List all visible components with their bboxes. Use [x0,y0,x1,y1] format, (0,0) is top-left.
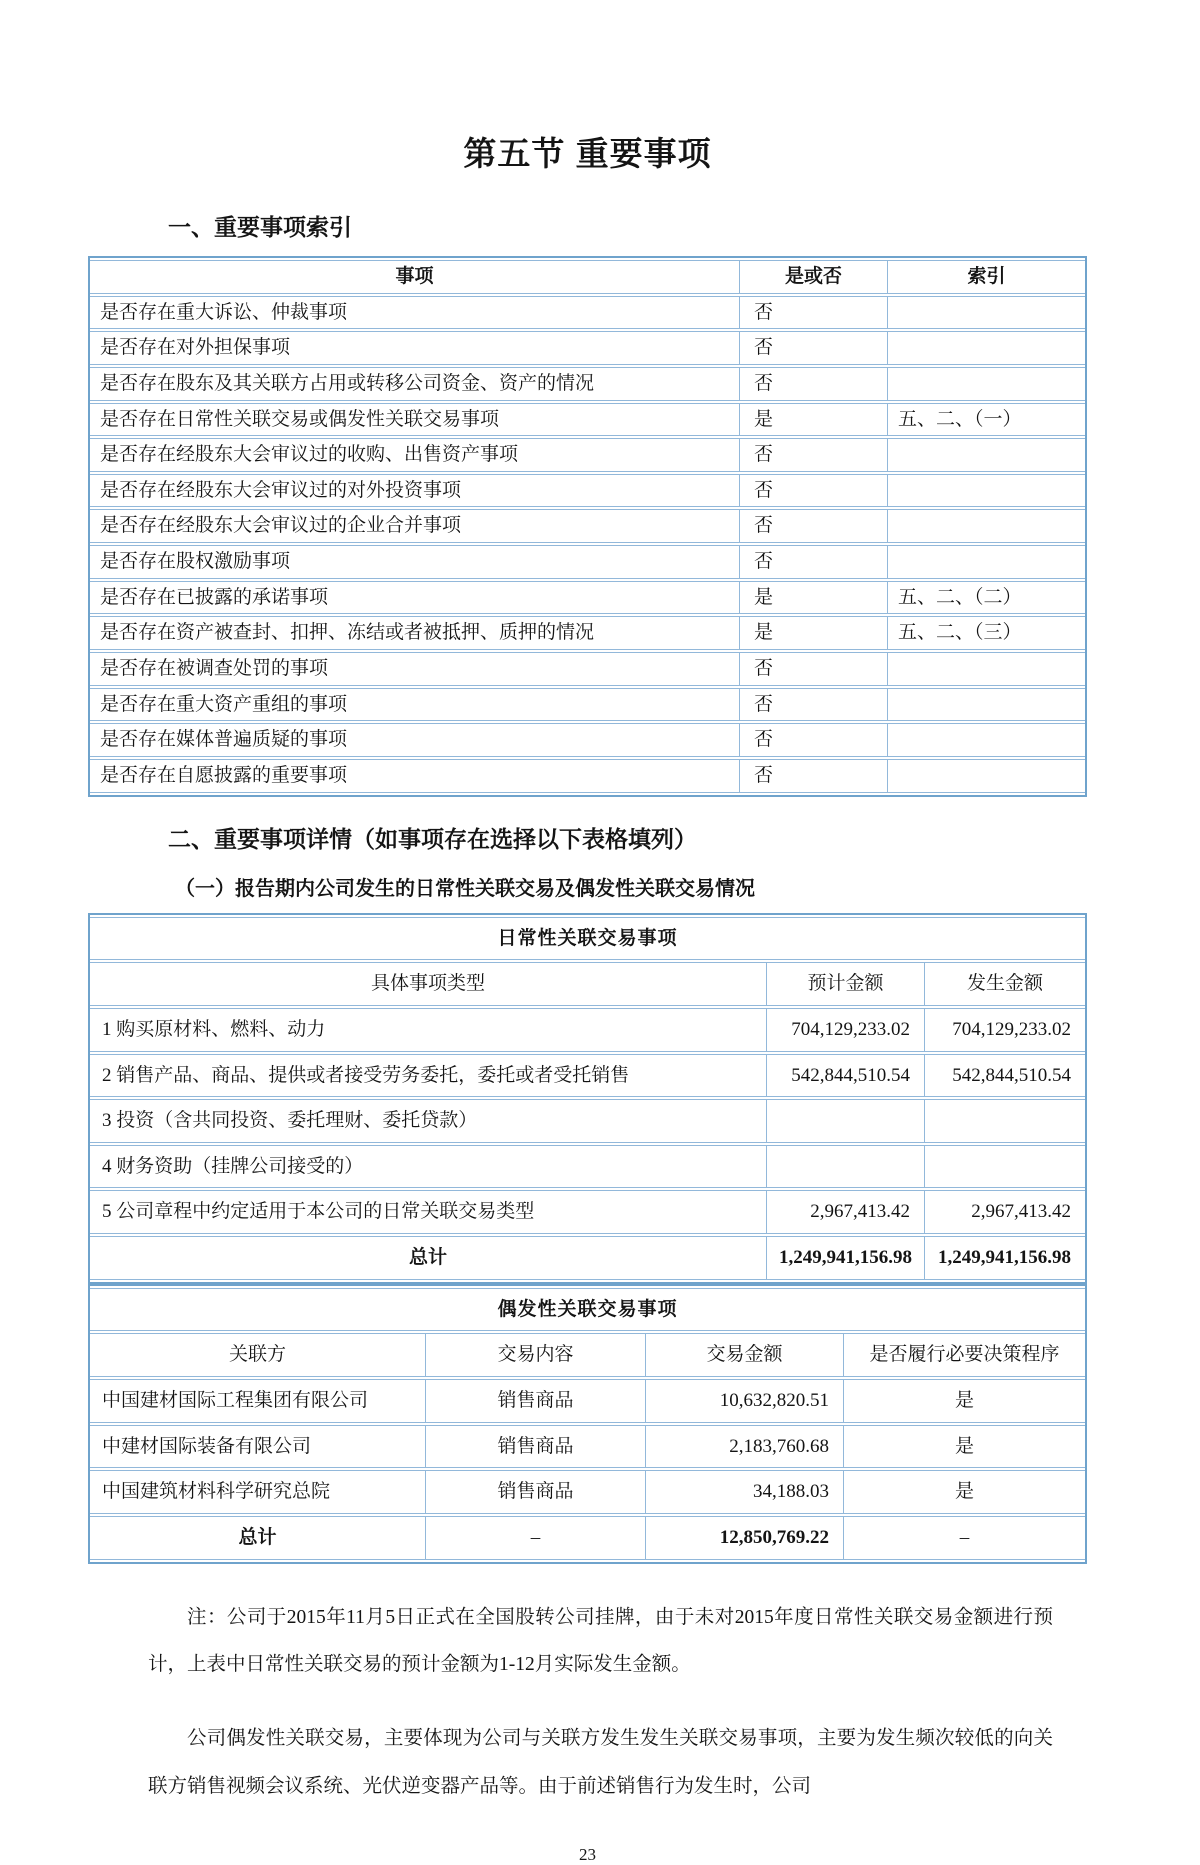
expected-amount-cell [767,1099,925,1143]
amount-cell: 34,188.03 [646,1470,844,1514]
actual-amount-cell: 2,967,413.42 [925,1190,1085,1234]
table-header-row [90,962,1085,1006]
actual-amount-cell: 542,844,510.54 [925,1054,1085,1098]
item-cell: 是否存在重大资产重组的事项 [90,688,740,722]
content-cell: 销售商品 [426,1470,646,1514]
table-header-row [90,260,1085,294]
total-actual-amount: 1,249,941,156.98 [925,1236,1085,1280]
yes-no-cell: 否 [740,438,888,472]
expected-amount-cell: 704,129,233.02 [767,1008,925,1052]
table-row [90,1190,1085,1234]
table-total-row [90,1236,1085,1280]
type-cell: 2 销售产品、商品、提供或者接受劳务委托，委托或者受托销售 [90,1054,767,1098]
item-cell: 是否存在重大诉讼、仲裁事项 [90,296,740,330]
party-cell: 中建材国际装备有限公司 [90,1425,426,1469]
yes-no-cell: 否 [740,474,888,508]
party-cell: 中国建筑材料科学研究总院 [90,1470,426,1514]
item-cell: 是否存在股权激励事项 [90,545,740,579]
table-row [90,581,1085,615]
index-cell [888,545,1085,579]
report-title: 第五节 重要事项 [463,135,712,172]
index-cell: 五、二、（一） [888,403,1085,437]
page-number: 23 [579,1844,596,1864]
actual-amount-cell: 704,129,233.02 [925,1008,1085,1052]
table-row [90,367,1085,401]
table-row [90,1008,1085,1052]
expected-amount-cell: 542,844,510.54 [767,1054,925,1098]
header-related-party: 关联方 [90,1333,426,1377]
item-cell: 是否存在已披露的承诺事项 [90,581,740,615]
occasional-table-title: 偶发性关联交易事项 [90,1288,1085,1332]
table-row [90,1470,1085,1514]
table-row [90,545,1085,579]
table-row [90,509,1085,543]
type-cell: 5 公司章程中约定适用于本公司的日常关联交易类型 [90,1190,767,1234]
yes-no-cell: 否 [740,723,888,757]
header-actual-amount: 发生金额 [925,962,1085,1006]
index-cell [888,331,1085,365]
table-row [90,688,1085,722]
index-cell [888,296,1085,330]
yes-no-cell: 否 [740,652,888,686]
table-title-row [90,917,1085,961]
table-row [90,1054,1085,1098]
table-title-row [90,1288,1085,1332]
table-row [90,1099,1085,1143]
type-cell: 4 财务资助（挂牌公司接受的） [90,1145,767,1189]
index-cell [888,759,1085,793]
total-label: 总计 [90,1516,426,1560]
item-cell: 是否存在经股东大会审议过的企业合并事项 [90,509,740,543]
item-cell: 是否存在被调查处罚的事项 [90,652,740,686]
type-cell: 1 购买原材料、燃料、动力 [90,1008,767,1052]
yes-no-cell: 是 [740,403,888,437]
header-transaction-amount: 交易金额 [646,1333,844,1377]
index-cell: 五、二、（二） [888,581,1085,615]
item-cell: 是否存在资产被查封、扣押、冻结或者被抵押、质押的情况 [90,616,740,650]
index-cell [888,438,1085,472]
yes-no-cell: 否 [740,331,888,365]
type-cell: 3 投资（含共同投资、委托理财、委托贷款） [90,1099,767,1143]
approved-cell: 是 [844,1470,1085,1514]
daily-table-title: 日常性关联交易事项 [90,917,1085,961]
subsection-heading: （一）报告期内公司发生的日常性关联交易及偶发性关联交易情况 [175,877,755,900]
total-expected-amount: 1,249,941,156.98 [767,1236,925,1280]
header-yes-no: 是或否 [740,260,888,294]
yes-no-cell: 否 [740,509,888,543]
header-procedure-performed: 是否履行必要决策程序 [844,1333,1085,1377]
header-transaction-content: 交易内容 [426,1333,646,1377]
actual-amount-cell [925,1099,1085,1143]
item-cell: 是否存在媒体普遍质疑的事项 [90,723,740,757]
table-row [90,474,1085,508]
approved-cell: 是 [844,1425,1085,1469]
expected-amount-cell: 2,967,413.42 [767,1190,925,1234]
expected-amount-cell [767,1145,925,1189]
yes-no-cell: 否 [740,367,888,401]
item-cell: 是否存在对外担保事项 [90,331,740,365]
total-label: 总计 [90,1236,767,1280]
index-cell [888,474,1085,508]
index-cell: 五、二、（三） [888,616,1085,650]
table-row [90,616,1085,650]
item-cell: 是否存在自愿披露的重要事项 [90,759,740,793]
content-cell: 销售商品 [426,1425,646,1469]
yes-no-cell: 否 [740,545,888,579]
header-expected-amount: 预计金额 [767,962,925,1006]
index-cell [888,367,1085,401]
item-cell: 是否存在经股东大会审议过的对外投资事项 [90,474,740,508]
yes-no-cell: 否 [740,296,888,330]
table-row [90,1145,1085,1189]
actual-amount-cell [925,1145,1085,1189]
party-cell: 中国建材国际工程集团有限公司 [90,1379,426,1423]
section-heading-index: 一、重要事项索引 [168,214,352,240]
table-row [90,438,1085,472]
total-amount: 12,850,769.22 [646,1516,844,1560]
yes-no-cell: 是 [740,581,888,615]
content-cell: 销售商品 [426,1379,646,1423]
daily-related-transactions-table [88,913,1087,1284]
item-cell: 是否存在日常性关联交易或偶发性关联交易事项 [90,403,740,437]
note-paragraph: 公司偶发性关联交易，主要体现为公司与关联方发生发生关联交易事项，主要为发生频次较低的向关联方销售视频会议系统、光伏逆变器产品等。由于前述销售行为发生时，公司 [148,1728,1053,1797]
index-cell [888,723,1085,757]
table-row [90,296,1085,330]
approved-cell: 是 [844,1379,1085,1423]
table-row [90,1425,1085,1469]
table-total-row [90,1516,1085,1560]
table-row [90,652,1085,686]
table-row [90,403,1085,437]
index-cell [888,688,1085,722]
table-row [90,759,1085,793]
total-approved-dash: – [844,1516,1085,1560]
table-row [90,1379,1085,1423]
index-cell [888,509,1085,543]
table-row [90,331,1085,365]
header-type: 具体事项类型 [90,962,767,1006]
yes-no-cell: 否 [740,759,888,793]
header-item: 事项 [90,260,740,294]
amount-cell: 10,632,820.51 [646,1379,844,1423]
index-cell [888,652,1085,686]
important-matters-index-table [88,256,1087,797]
item-cell: 是否存在股东及其关联方占用或转移公司资金、资产的情况 [90,367,740,401]
yes-no-cell: 是 [740,616,888,650]
notes-block [148,1594,1053,1811]
item-cell: 是否存在经股东大会审议过的收购、出售资产事项 [90,438,740,472]
table-row [90,723,1085,757]
note-paragraph: 注：公司于2015年11月5日正式在全国股转公司挂牌，由于未对2015年度日常性关联交易金额进行预计，上表中日常性关联交易的预计金额为1-12月实际发生金额。 [148,1606,1053,1676]
total-content-dash: – [426,1516,646,1560]
yes-no-cell: 否 [740,688,888,722]
table-header-row [90,1333,1085,1377]
header-index: 索引 [888,260,1085,294]
occasional-related-transactions-table [88,1284,1087,1564]
section-heading-details: 二、重要事项详情（如事项存在选择以下表格填列） [168,825,697,852]
amount-cell: 2,183,760.68 [646,1425,844,1469]
